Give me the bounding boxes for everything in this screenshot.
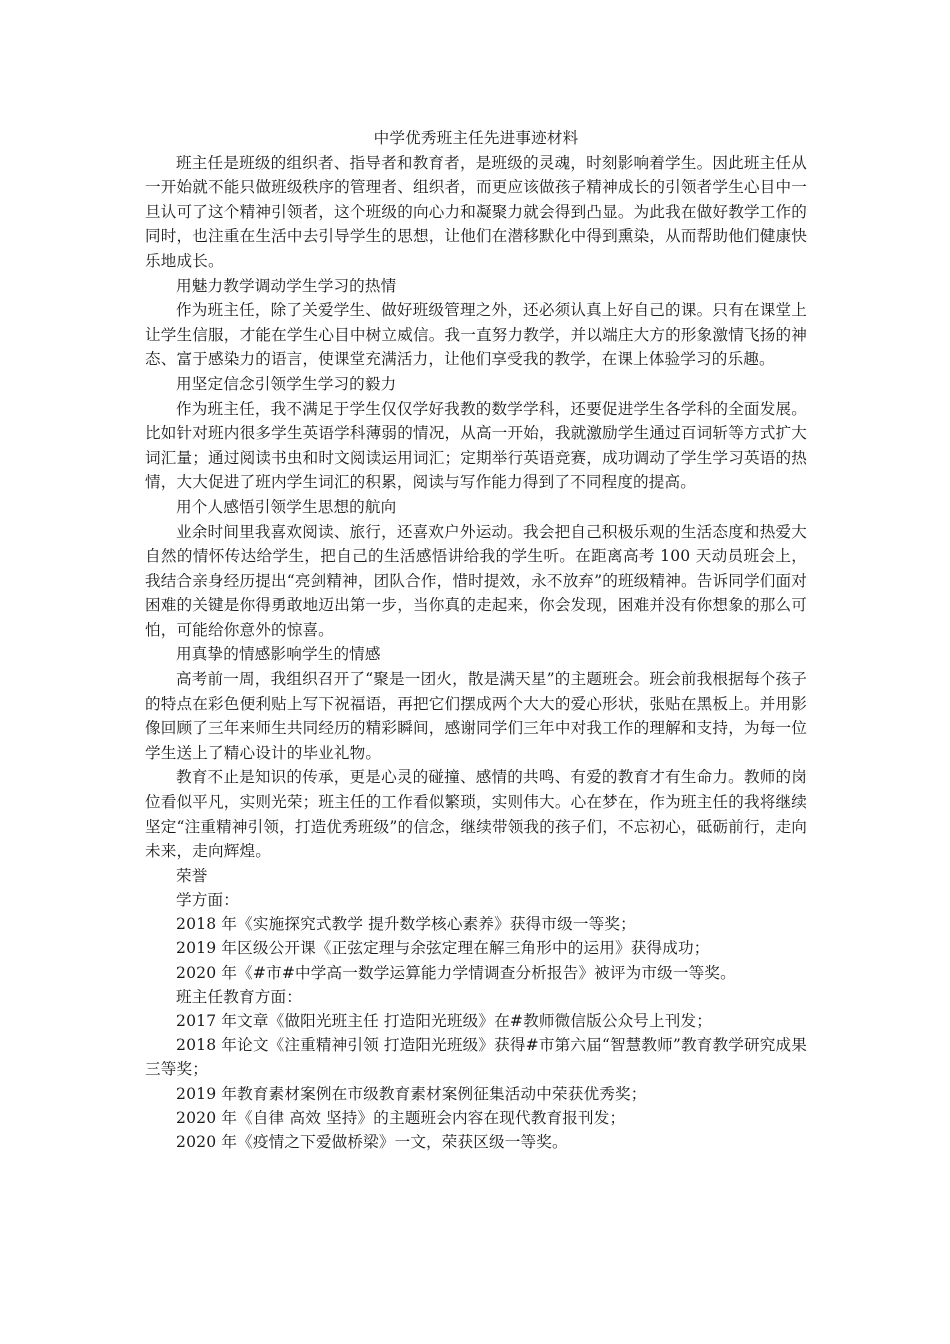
honor-item: 2017 年文章《做阳光班主任 打造阳光班级》在#教师微信版公众号上刊发； (176, 1012, 713, 1031)
honor-item: 2020 年《自律 高效 坚持》的主题班会内容在现代教育报刊发； (176, 1108, 626, 1127)
honor-item: 2018 年《实施探究式教学 提升数学核心素养》获得市级一等奖； (176, 915, 636, 934)
section-heading-insight: 用个人感悟引领学生思想的航向 (176, 497, 397, 516)
honor-item: 2020 年《疫情之下爱做桥梁》一文，荣获区级一等奖。 (176, 1133, 568, 1152)
honor-item: 2020 年《#市#中学高一数学运算能力学情调查分析报告》被评为市级一等奖。 (176, 963, 736, 982)
honors-teacher-list (145, 1009, 807, 1154)
honors-academic-list (145, 912, 807, 985)
honors-teacher-label: 班主任教育方面： (176, 987, 302, 1006)
section-heading-emotion: 用真挚的情感影响学生的情感 (176, 645, 381, 664)
section-paragraph-emotion: 高考前一周，我组织召开了“聚是一团火，散是满天星”的主题班会。班会前我根据每个孩子的特点在彩色便利贴上写下祝福语，再把它们摆成两个大大的爱心形状，张贴在黑板上。并用影像回顾了三年来师生共同经历的精彩瞬间，感谢同学们三年中对我工作的理解和支持，为每一位学生送上了精心设计的毕业礼物。 (145, 670, 807, 762)
section-paragraph-insight: 业余时间里我喜欢阅读、旅行，还喜欢户外运动。我会把自己积极乐观的生活态度和热爱大自然的情怀传达给学生，把自己的生活感悟讲给我的学生听。在距离高考 100 天动员班会上，我结合亲身经历提出“亮剑精神，团队合作，惜时提效，永不放弃”的班级精神。告诉同学们面对困难的关键是你得勇敢地迈出第一步，当你真的走起来，你会发现，困难并没有你想象的那么可怕，可能给你意外的惊喜。 (145, 522, 807, 639)
honors-academic-label: 学方面： (176, 891, 239, 910)
document-page (145, 126, 807, 1154)
section-heading-teaching: 用魅力教学调动学生学习的热情 (176, 276, 397, 295)
section-heading-belief: 用坚定信念引领学生学习的毅力 (176, 374, 397, 393)
intro-paragraph: 班主任是班级的组织者、指导者和教育者，是班级的灵魂，时刻影响着学生。因此班主任从一开始就不能只做班级秩序的管理者、组织者，而更应该做孩子精神成长的引领者学生心目中一旦认可了这个精神引领者，这个班级的向心力和凝聚力就会得到凸显。为此我在做好教学工作的同时，也注重在生活中去引导学生的思想，让他们在潜移默化中得到熏染，从而帮助他们健康快乐地成长。 (145, 153, 807, 270)
honor-item: 2019 年区级公开课《正弦定理与余弦定理在解三角形中的运用》获得成功； (176, 939, 710, 958)
document-title: 中学优秀班主任先进事迹材料 (373, 129, 579, 147)
section-paragraph-teaching: 作为班主任，除了关爱学生、做好班级管理之外，还必须认真上好自己的课。只有在课堂上让学生信服，才能在学生心目中树立威信。我一直努力教学，并以端庄大方的形象激情飞扬的神态、富于感染力的语言，使课堂充满活力，让他们享受我的教学，在课上体验学习的乐趣。 (145, 301, 807, 369)
section-paragraph-belief: 作为班主任，我不满足于学生仅仅学好我教的数学学科，还要促进学生各学科的全面发展。比如针对班内很多学生英语学科薄弱的情况，从高一开始，我就激励学生通过百词斩等方式扩大词汇量；通过阅读书虫和时文阅读运用词汇；定期举行英语竞赛，成功调动了学生学习英语的热情，大大促进了班内学生词汇的积累，阅读与写作能力得到了不同程度的提高。 (145, 399, 807, 492)
honors-heading: 荣誉 (176, 866, 208, 885)
honor-item: 2018 年论文《注重精神引领 打造阳光班级》获得#市第六届“智慧教师”教育教学研究成果三等奖； (145, 1036, 807, 1079)
section-paragraph-conclusion: 教育不止是知识的传承，更是心灵的碰撞、感情的共鸣、有爱的教育才有生命力。教师的岗位看似平凡，实则光荣；班主任的工作看似繁琐，实则伟大。心在梦在，作为班主任的我将继续坚定“注重精神引领，打造优秀班级”的信念，继续带领我的孩子们，不忘初心，砥砺前行，走向未来，走向辉煌。 (145, 768, 807, 861)
honor-item: 2019 年教育素材案例在市级教育素材案例征集活动中荣获优秀奖； (176, 1084, 647, 1103)
